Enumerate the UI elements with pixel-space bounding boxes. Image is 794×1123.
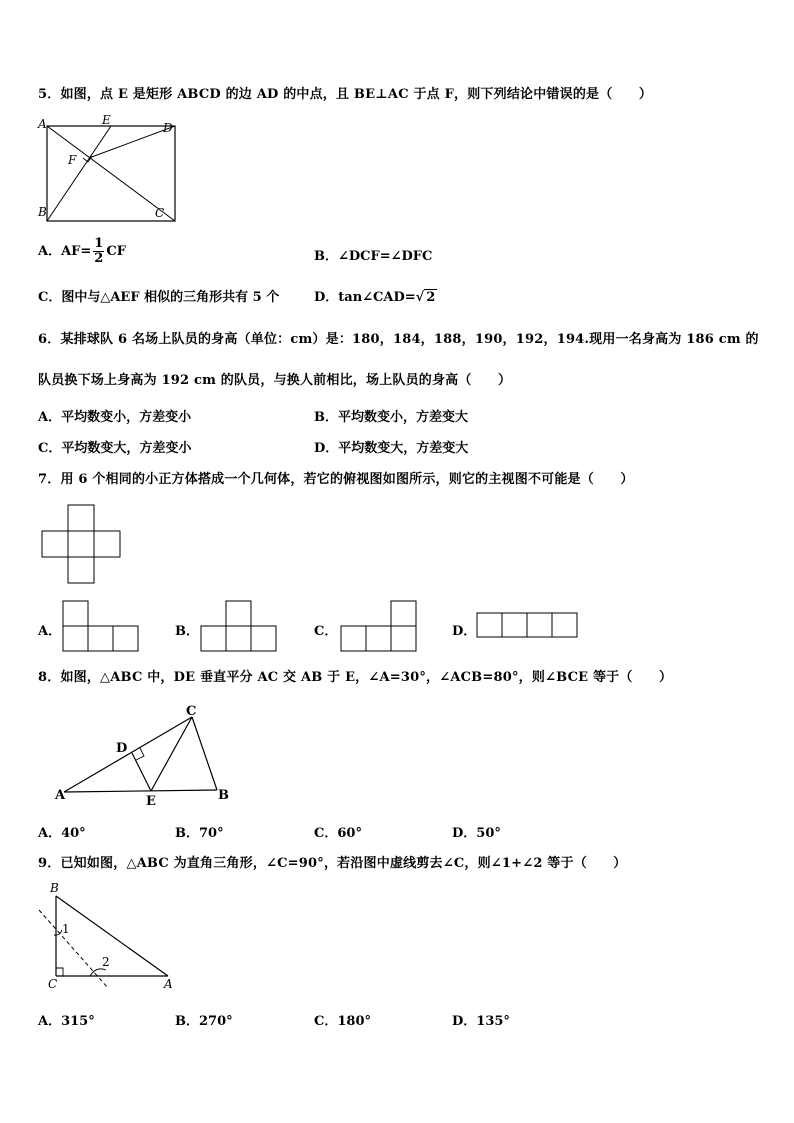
q5-option-a-fraction	[93, 237, 104, 266]
q5-option-c[interactable]: C．图中与△AEF 相似的三角形共有 5 个	[38, 290, 280, 305]
q8-line-ac	[64, 717, 192, 792]
q9-label-b: B	[50, 881, 59, 895]
fraction-denominator: 2	[94, 251, 104, 266]
q7-option-c-figure[interactable]	[338, 598, 418, 654]
sqrt-radicand: 2	[426, 290, 436, 305]
q5-option-d-prefix: D．tan∠CAD=	[314, 290, 416, 305]
q7-option-d[interactable]: D．	[452, 624, 477, 639]
q8-line-ce	[151, 717, 192, 791]
q5-option-d[interactable]	[314, 286, 437, 305]
q5-label-d: D	[163, 121, 173, 135]
q5-option-b[interactable]: B．∠DCF=∠DFC	[314, 249, 433, 264]
q5-line-be	[47, 126, 111, 221]
q9-right-triangle-figure	[30, 880, 180, 992]
q8-option-d[interactable]: D．50°	[452, 826, 501, 841]
q5-option-a-suffix: CF	[106, 244, 126, 259]
q9-option-c[interactable]: C．180°	[314, 1014, 371, 1029]
q8-label-a: A	[55, 788, 66, 803]
q7-option-d-figure[interactable]	[474, 610, 580, 640]
q7-option-a[interactable]: A．	[38, 624, 62, 639]
q8-option-a[interactable]: A．40°	[38, 826, 86, 841]
q7-top-view-figure	[38, 500, 130, 588]
q6-option-c[interactable]: C．平均数变大，方差变小	[38, 441, 192, 456]
q9-option-d[interactable]: D．135°	[452, 1014, 510, 1029]
q7-option-b-figure[interactable]	[198, 598, 278, 654]
q9-label-angle1: 1	[62, 922, 70, 936]
sqrt-icon	[416, 290, 438, 305]
q8-option-b[interactable]: B．70°	[175, 826, 224, 841]
q8-line-ab	[64, 790, 217, 792]
q5-label-b: B	[38, 205, 47, 219]
q8-label-c: C	[186, 704, 197, 719]
q9-right-angle-mark	[56, 968, 63, 976]
q8-line-de	[132, 753, 151, 791]
q6-stem-line1: 6．某排球队 6 名场上队员的身高（单位：cm）是：180，184，188，190，192，194.现用一名身高为 186 cm 的	[38, 332, 759, 347]
q9-label-c: C	[48, 977, 58, 991]
q5-option-a-prefix: A．AF=	[38, 244, 92, 259]
q6-option-d[interactable]: D．平均数变大，方差变大	[314, 441, 469, 456]
q8-label-d: D	[116, 741, 128, 756]
q8-line-cb	[192, 717, 217, 790]
q9-line-ba	[56, 896, 168, 976]
q5-rectangle-figure	[32, 112, 182, 224]
fraction-numerator: 1	[94, 236, 104, 251]
q8-stem: 8．如图，△ABC 中，DE 垂直平分 AC 交 AB 于 E，∠A=30°，∠ACB=80°，则∠BCE 等于（ ）	[38, 670, 673, 685]
q9-label-a: A	[164, 977, 173, 991]
q7-stem: 7．用 6 个相同的小正方体搭成一个几何体，若它的俯视图如图所示，则它的主视图不可能是（ ）	[38, 472, 634, 487]
q9-label-angle2: 2	[102, 955, 110, 969]
q5-label-a: A	[38, 117, 47, 131]
q7-option-c[interactable]: C．	[314, 624, 338, 639]
q5-option-a[interactable]	[38, 237, 126, 266]
q8-label-e: E	[146, 794, 156, 809]
q7-option-b[interactable]: B．	[175, 624, 199, 639]
q7-option-a-figure[interactable]	[60, 598, 140, 654]
q8-label-b: B	[218, 788, 229, 803]
q6-option-b[interactable]: B．平均数变小，方差变大	[314, 410, 468, 425]
q5-label-e: E	[102, 113, 111, 127]
q6-option-a[interactable]: A．平均数变小，方差变小	[38, 410, 192, 425]
sqrt-sign: √	[415, 290, 425, 305]
q9-stem: 9．已知如图，△ABC 为直角三角形，∠C=90°，若沿图中虚线剪去∠C，则∠1+∠2 等于（ ）	[38, 856, 627, 871]
q6-stem-line2: 队员换下场上身高为 192 cm 的队员，与换人前相比，场上队员的身高（ ）	[38, 373, 512, 388]
q5-label-f: F	[68, 153, 77, 167]
q9-option-a[interactable]: A．315°	[38, 1014, 95, 1029]
q5-stem: 5．如图，点 E 是矩形 ABCD 的边 AD 的中点，且 BE⊥AC 于点 F，则下列结论中错误的是（ ）	[38, 87, 653, 102]
q9-option-b[interactable]: B．270°	[175, 1014, 233, 1029]
q5-label-c: C	[155, 206, 165, 220]
q8-triangle-figure	[52, 700, 242, 810]
q8-option-c[interactable]: C．60°	[314, 826, 362, 841]
